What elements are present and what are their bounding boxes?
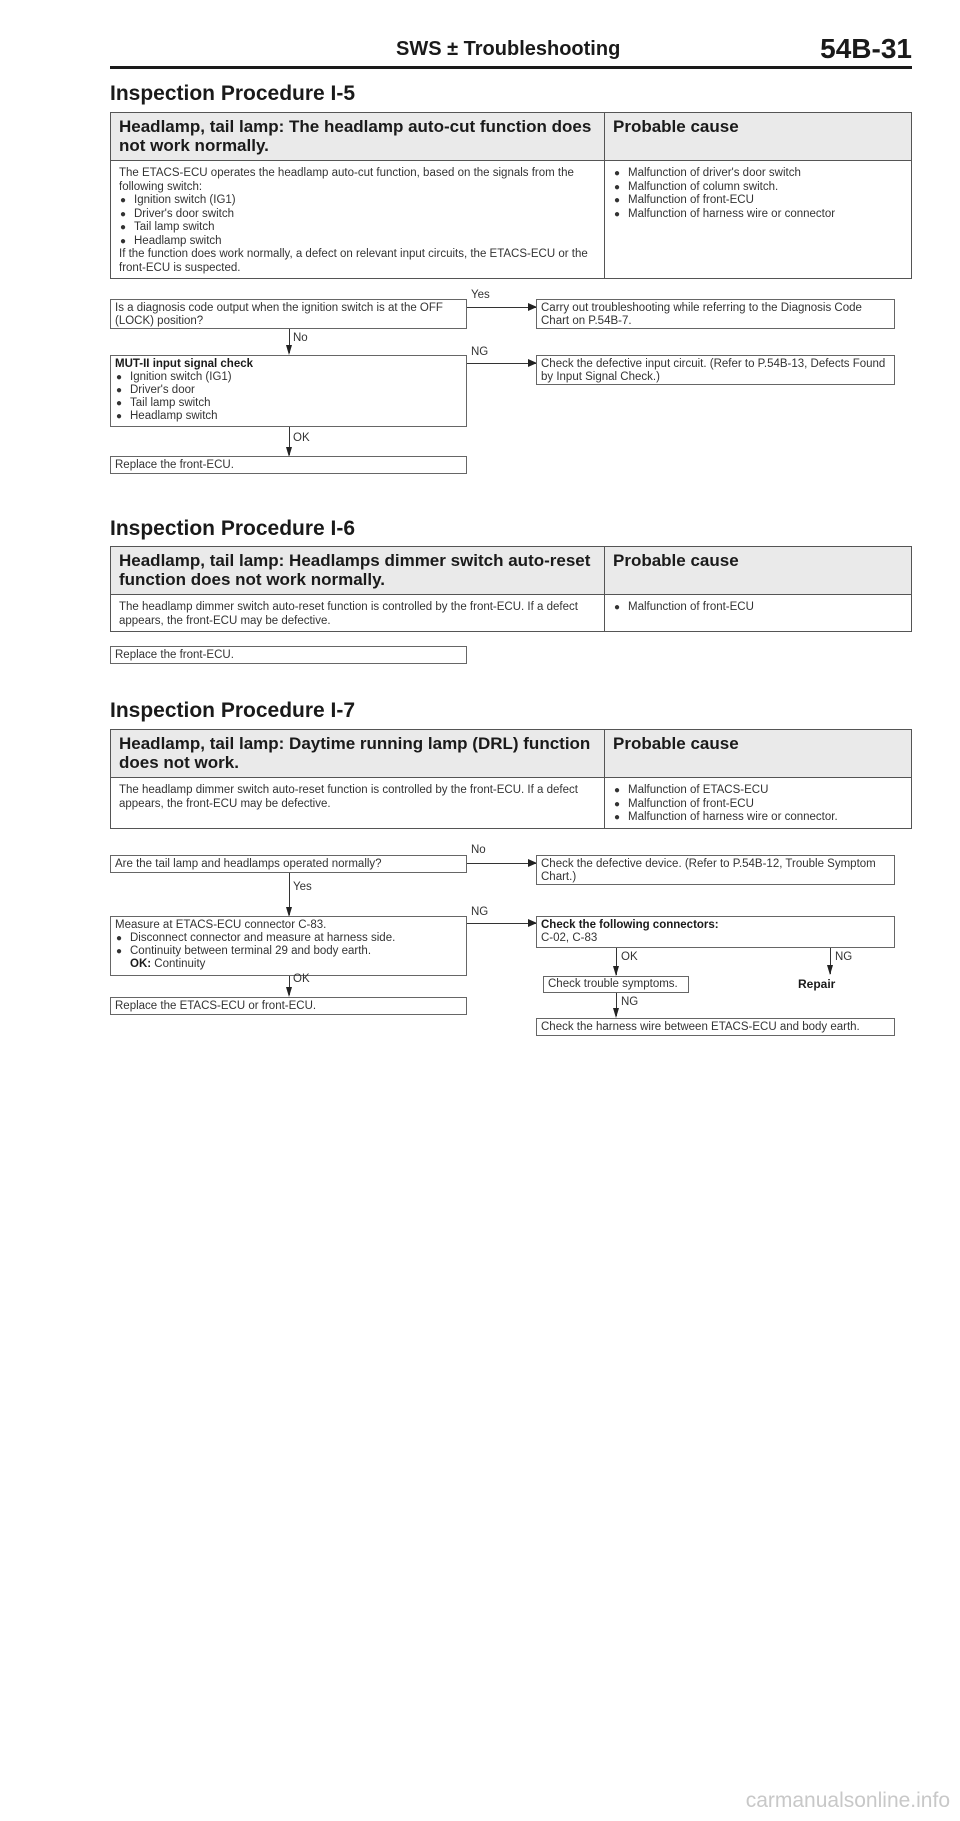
i7-ng-label: NG — [471, 906, 489, 918]
list-item: ● Driver's door — [115, 384, 462, 397]
i5-switch-list — [119, 194, 597, 248]
i5-cause-heading: Probable cause — [605, 113, 912, 161]
i7-cause-heading: Probable cause — [605, 730, 912, 778]
i5-yes-label: Yes — [471, 289, 490, 301]
section-title-i7: Inspection Procedure I-7 — [110, 699, 356, 722]
i7-symptom-ng-label: NG — [621, 996, 639, 1008]
arrow-down-icon — [827, 965, 833, 975]
i7-conn-ok-label: OK — [621, 951, 638, 963]
i7-causes — [605, 778, 912, 829]
footer-watermark: carmanualsonline.info — [745, 1789, 950, 1812]
i5-ok-label: OK — [293, 432, 310, 444]
i5-ng-action-box: Check the defective input circuit. (Refer to P.54B-13, Defects Found by Input Signal Check.) — [536, 355, 895, 385]
list-item: ● Ignition switch (IG1) — [115, 371, 462, 384]
i7-yes-label: Yes — [293, 881, 312, 893]
list-item: ● Malfunction of harness wire or connector — [613, 208, 904, 222]
i5-cause-table — [110, 112, 912, 279]
i7-cause-table — [110, 729, 912, 829]
i5-no-label: No — [293, 332, 308, 344]
i7-symptoms-box: Check trouble symptoms. — [543, 976, 689, 993]
list-item: ● Tail lamp switch — [115, 397, 462, 410]
i7-measure-list — [115, 932, 462, 958]
list-item: ● Malfunction of front-ECU — [613, 601, 904, 615]
i5-cause-list — [613, 167, 904, 221]
i6-description: The headlamp dimmer switch auto-reset function is controlled by the front-ECU. If a defect appears, the front-ECU may be defective. — [111, 595, 605, 632]
list-item: ● Headlamp switch — [119, 235, 597, 249]
i7-cause-list — [613, 784, 904, 825]
i7-question-box: Are the tail lamp and headlamps operated normally? — [110, 855, 467, 873]
i5-symptom-heading: Headlamp, tail lamp: The headlamp auto-cut function does not work normally. — [111, 113, 605, 161]
i5-description-intro: The ETACS-ECU operates the headlamp auto-cut function, based on the signals from the following switch: — [119, 167, 574, 193]
i5-yes-connector — [467, 307, 536, 308]
ok-value: Continuity — [154, 958, 206, 970]
ok-key: OK: — [130, 958, 152, 970]
list-item: ● Disconnect connector and measure at harness side. — [115, 932, 462, 945]
list-item: ● Malfunction of harness wire or connector. — [613, 811, 904, 825]
section-title-i5: Inspection Procedure I-5 — [110, 82, 356, 105]
i5-final-box: Replace the front-ECU. — [110, 456, 467, 474]
i7-no-label: No — [471, 844, 486, 856]
i7-description: The headlamp dimmer switch auto-reset function is controlled by the front-ECU. If a defect appears, the front-ECU may be defective. — [111, 778, 605, 829]
i6-cause-heading: Probable cause — [605, 547, 912, 595]
i5-check-list — [115, 371, 462, 423]
i7-no-connector — [467, 863, 536, 864]
i7-no-action-box: Check the defective device. (Refer to P.54B-12, Trouble Symptom Chart.) — [536, 855, 895, 885]
i6-causes — [605, 595, 912, 632]
i7-measure-box — [110, 916, 467, 976]
arrow-down-icon — [613, 1008, 619, 1018]
i5-causes — [605, 161, 912, 279]
i5-check-box — [110, 355, 467, 427]
i6-cause-list — [613, 601, 904, 615]
i7-connector-box — [536, 916, 895, 948]
list-item: ● Ignition switch (IG1) — [119, 194, 597, 208]
list-item: ● Malfunction of front-ECU — [613, 798, 904, 812]
list-item: ● Malfunction of column switch. — [613, 181, 904, 195]
arrow-down-icon — [286, 345, 292, 355]
list-item: ● Malfunction of driver's door switch — [613, 167, 904, 181]
i5-description — [111, 161, 605, 279]
list-item: ● Continuity between terminal 29 and body earth. — [115, 945, 462, 958]
i6-cause-table — [110, 546, 912, 632]
section-title-i6: Inspection Procedure I-6 — [110, 517, 356, 540]
i7-measure-intro: Measure at ETACS-ECU connector C-83. — [115, 919, 327, 931]
arrow-down-icon — [613, 966, 619, 976]
list-item: ● Malfunction of front-ECU — [613, 194, 904, 208]
i7-harness-box: Check the harness wire between ETACS-ECU and body earth. — [536, 1018, 895, 1036]
i7-conn-ng-label: NG — [835, 951, 853, 963]
header-rule — [110, 66, 912, 69]
i7-symptom-heading: Headlamp, tail lamp: Daytime running lamp (DRL) function does not work. — [111, 730, 605, 778]
i7-ok-label: OK — [293, 973, 310, 985]
i7-final-box: Replace the ETACS-ECU or front-ECU. — [110, 997, 467, 1015]
i7-repair-label: Repair — [798, 977, 836, 991]
list-item: ● Headlamp switch — [115, 410, 462, 423]
header-title: SWS ± Troubleshooting — [396, 38, 621, 60]
list-item: ● Driver's door switch — [119, 208, 597, 222]
i7-connector-title: Check the following connectors: — [541, 919, 719, 931]
arrow-down-icon — [286, 987, 292, 997]
i5-check-title: MUT-II input signal check — [115, 358, 254, 370]
list-item: ● Tail lamp switch — [119, 221, 597, 235]
i6-symptom-heading: Headlamp, tail lamp: Headlamps dimmer switch auto-reset function does not work normally. — [111, 547, 605, 595]
list-item: ● Malfunction of ETACS-ECU — [613, 784, 904, 798]
i7-connector-list: C-02, C-83 — [541, 932, 598, 944]
i5-ng-label: NG — [471, 346, 489, 358]
page-number: 54B-31 — [820, 33, 912, 64]
i5-question-box: Is a diagnosis code output when the ignition switch is at the OFF (LOCK) position? — [110, 299, 467, 329]
i6-final-box: Replace the front-ECU. — [110, 646, 467, 664]
i5-ng-connector — [467, 363, 536, 364]
i5-description-outro: If the function does work normally, a defect on relevant input circuits, the ETACS-ECU or the front-ECU is suspected. — [119, 248, 588, 274]
i5-yes-action-box: Carry out troubleshooting while referring to the Diagnosis Code Chart on P.54B-7. — [536, 299, 895, 329]
i7-ng-connector — [467, 923, 536, 924]
i7-ok-criteria — [115, 958, 462, 971]
